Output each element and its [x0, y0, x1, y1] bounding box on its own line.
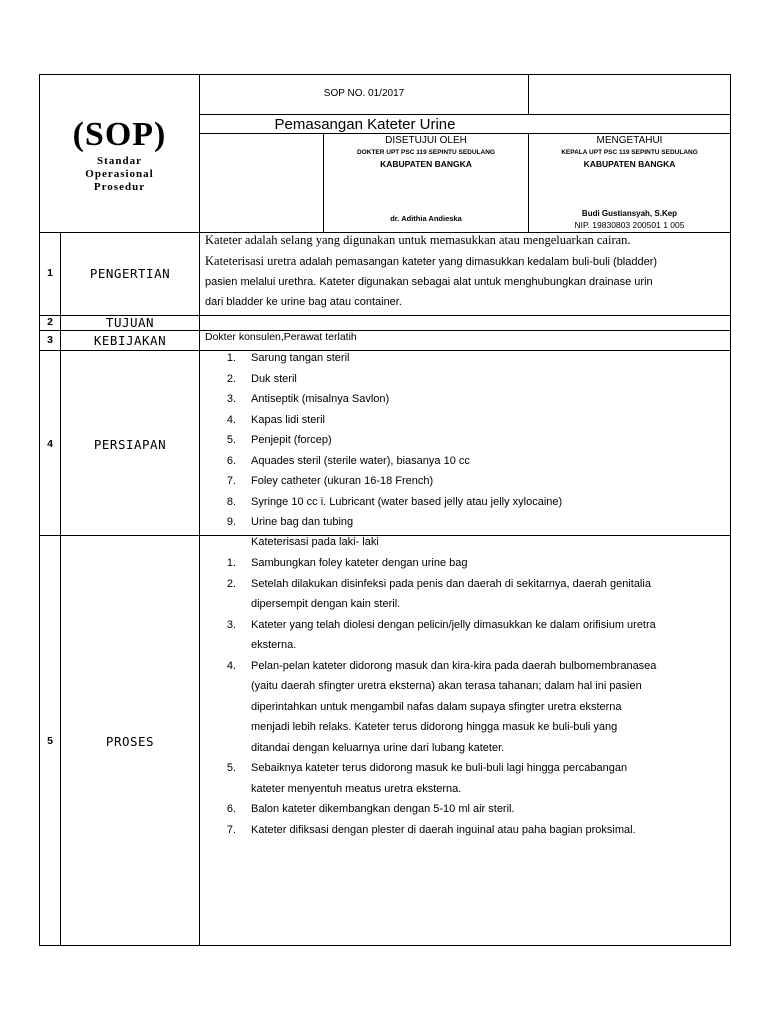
proses-item-line: dipersempit dengan kain steril. [251, 598, 401, 610]
persiapan-item-number: 5. [226, 434, 236, 446]
persiapan-item-number: 1. [226, 352, 236, 364]
header-rule-1 [199, 114, 731, 115]
section-label-proses: PROSES [105, 734, 155, 749]
frame-bottom [39, 945, 731, 946]
header-rule-2 [199, 133, 731, 134]
persiapan-item: Kapas lidi steril [251, 413, 325, 426]
proses-item-line: Balon kateter dikembangkan dengan 5-10 ml air steril. [251, 803, 515, 815]
acknowledged-heading: MENGETAHUI [596, 135, 663, 146]
proses-item-line: Setelah dilakukan disinfeksi pada penis dan daerah di sekitarnya, daerah genitalia [251, 577, 651, 590]
section-number-3: 3 [47, 334, 53, 346]
persiapan-item: Sarung tangan steril [251, 352, 350, 364]
approved-name: dr. Adithia Andieska [390, 214, 462, 223]
approved-heading: DISETUJUI OLEH [385, 135, 467, 146]
persiapan-item: Foley catheter (ukuran 16-18 French) [251, 475, 434, 487]
proses-item-line: kateter menyentuh meatus uretra eksterna. [251, 782, 462, 795]
sop-logo-sub-1: Standar [97, 155, 142, 167]
approved-position: DOKTER UPT PSC 119 SEPINTU SEDULANG [357, 149, 495, 156]
persiapan-item: Duk steril [251, 372, 297, 385]
proses-item-number: 3. [226, 618, 236, 631]
persiapan-item-number: 6. [226, 454, 236, 467]
proses-item-line: menjadi lebih relaks. Kateter terus didorong hingga masuk ke buli-buli yang [251, 721, 618, 733]
sop-logo-sub-3: Prosedur [93, 181, 146, 193]
persiapan-item: Urine bag dan tubing [251, 516, 354, 528]
row-rule-3 [39, 350, 731, 351]
proses-item-line: eksterna. [251, 639, 297, 651]
proses-item-line: Sambungkan foley kateter dengan urine bag [251, 557, 468, 569]
persiapan-item: Antiseptik (misalnya Savlon) [251, 393, 390, 405]
persiapan-item-number: 3. [226, 393, 236, 405]
proses-item-number: 4. [226, 659, 236, 672]
section-number-1: 1 [47, 267, 53, 279]
persiapan-item-number: 7. [226, 475, 236, 487]
proses-item-line: Sebaiknya kateter terus didorong masuk ke buli-buli lagi hingga percabangan [251, 762, 628, 774]
pengertian-line-1: Kateter adalah selang yang digunakan untuk memasukkan atau mengeluarkan cairan. [205, 233, 631, 247]
section-label-tujuan: TUJUAN [105, 315, 155, 330]
section-number-5: 5 [47, 735, 53, 747]
label-column-line [199, 232, 200, 946]
row-rule-4 [39, 535, 731, 536]
proses-item-line: Pelan-pelan kateter didorong masuk dan kira-kira pada daerah bulbomembranasea [251, 659, 657, 672]
section-number-4: 4 [47, 438, 53, 450]
proses-item-line: Kateter yang telah diolesi dengan pelicin/jelly dimasukkan ke dalam orifisium uretra [251, 618, 656, 631]
persiapan-item-number: 2. [226, 372, 236, 385]
section-label-persiapan: PERSIAPAN [93, 437, 167, 452]
proses-item-number: 5. [226, 762, 236, 774]
persiapan-item-number: 9. [226, 516, 236, 528]
frame-top [39, 74, 731, 75]
proses-item-line: ditandai dengan keluarnya urine dari lubang kateter. [251, 741, 505, 754]
persiapan-item-number: 8. [226, 495, 236, 508]
proses-item-number: 7. [226, 823, 236, 836]
sop-logo-title: (SOP) [72, 116, 167, 153]
persiapan-item-number: 4. [226, 413, 236, 426]
persiapan-item: Penjepit (forcep) [251, 434, 332, 446]
frame-left [39, 74, 40, 946]
document-title: Pemasangan Kateter Urine [274, 116, 456, 133]
proses-item-number: 2. [226, 577, 236, 590]
proses-subtitle: Kateterisasi pada laki- laki [251, 536, 379, 548]
acknowledged-name: Budi Gustiansyah, S.Kep [581, 209, 678, 218]
acknowledged-position: KEPALA UPT PSC 119 SEPINTU SEDULANG [561, 149, 698, 156]
persiapan-item: Aquades steril (sterile water), biasanya 10 cc [251, 454, 470, 467]
proses-item-line: diperintahkan untuk mengambil nafas dalam supaya sfingter uretra eksterna [251, 700, 622, 713]
acknowledged-nip: NIP. 19830803 200501 1 005 [574, 220, 685, 230]
header-divider-sopno [528, 74, 529, 114]
section-number-2: 2 [47, 316, 53, 328]
pengertian-line-3: pasien melalui urethra. Kateter digunakan sebagai alat untuk menghubungkan drainase urin [205, 276, 653, 288]
row-rule-2 [39, 330, 731, 331]
pengertian-line-2-rest: adalah pemasangan kateter yang dimasukkan kedalam buli-buli (bladder) [296, 256, 658, 268]
pengertian-line-2 [205, 254, 657, 269]
proses-item-number: 6. [226, 803, 236, 815]
proses-item-line: Kateter difiksasi dengan plester di daerah inguinal atau paha bagian proksimal. [251, 823, 636, 836]
acknowledged-region: KABUPATEN BANGKA [583, 159, 676, 169]
pengertian-line-4: dari bladder ke urine bag atau container. [205, 296, 402, 308]
sop-logo-sub-2: Operasional [85, 168, 154, 180]
kebijakan-text: Dokter konsulen,Perawat terlatih [205, 331, 357, 343]
approved-region: KABUPATEN BANGKA [380, 159, 472, 169]
sop-number: SOP NO. 01/2017 [323, 88, 405, 99]
proses-item-line: (yaitu daerah sfingter uretra eksterna) akan terasa tahanan; dalam hal ini pasien [251, 680, 642, 692]
frame-right [730, 74, 731, 946]
proses-item-number: 1. [226, 557, 236, 569]
section-label-kebijakan: KEBIJAKAN [93, 333, 167, 348]
pengertian-term: Kateterisasi uretra [205, 254, 297, 268]
persiapan-item: Syringe 10 cc i. Lubricant (water based jelly atau jelly xylocaine) [251, 495, 563, 508]
section-label-pengertian: PENGERTIAN [89, 266, 171, 281]
